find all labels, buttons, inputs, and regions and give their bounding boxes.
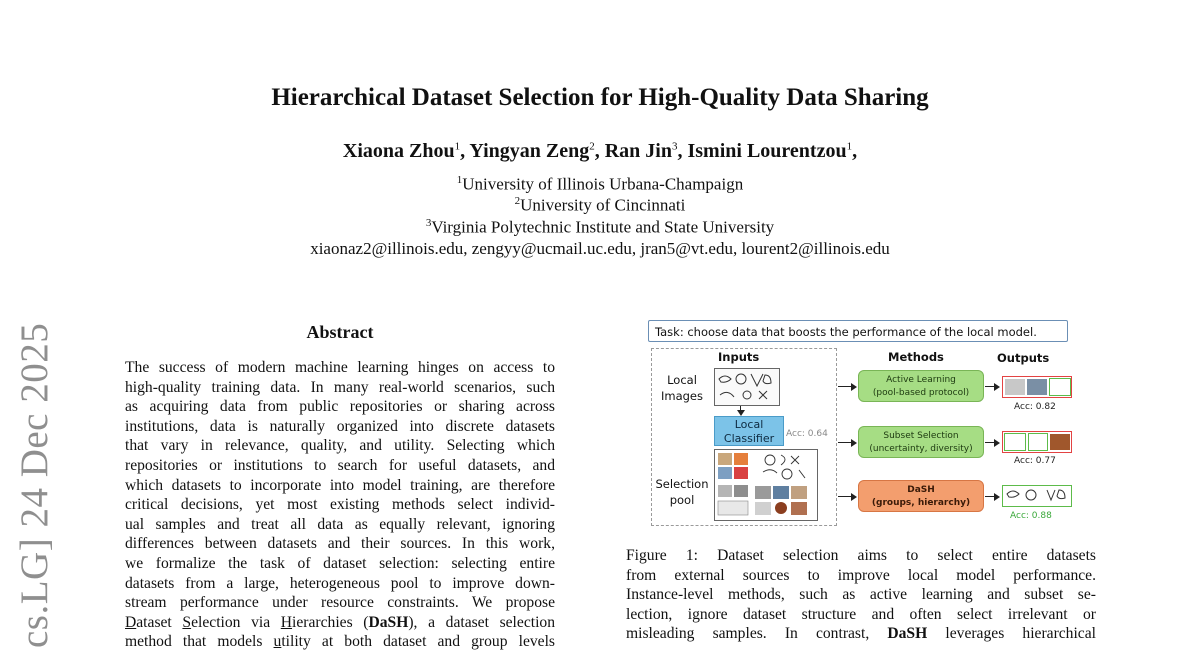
abstract-text xyxy=(125,358,555,652)
method-subset-selection: Subset Selection (uncertainty, diversity) xyxy=(858,426,984,458)
output-thumbnail xyxy=(1004,433,1026,451)
abstract-line: we formalize the task of dataset selection: selecting entire xyxy=(125,554,555,572)
paper-title: Hierarchical Dataset Selection for High-Quality Data Sharing xyxy=(271,84,929,111)
sketch-images-icon xyxy=(1003,486,1069,504)
abstract-line: The success of modern machine learning hinges on access to xyxy=(125,359,555,376)
local-classifier-box: Local Classifier xyxy=(714,416,784,446)
output-active-learning xyxy=(1002,376,1072,398)
arrow-line xyxy=(838,386,852,387)
author-name: Ran Jin xyxy=(604,140,672,162)
methods-heading: Methods xyxy=(888,350,944,364)
task-box: Task: choose data that boosts the performance of the local model. xyxy=(648,320,1068,342)
caption-line: misleading samples. In contrast, DaSH leverages hierarchical xyxy=(626,625,1096,643)
output-thumbnail xyxy=(1028,433,1048,451)
method-active-learning: Active Learning (pool-based protocol) xyxy=(858,370,984,402)
abstract-line: Dataset Selection via Hierarchies (DaSH), a dataset selection xyxy=(125,613,555,631)
figure-1-diagram xyxy=(648,318,1076,530)
caption-line: lection, ignore dataset structure and often select irrelevant or xyxy=(626,605,1096,623)
output-accuracy: Acc: 0.77 xyxy=(1014,456,1056,466)
abstract-line: high-quality training data. In many real-world scenarios, such xyxy=(125,378,555,396)
inputs-heading: Inputs xyxy=(718,350,760,364)
abstract-line: method that models utility at both dataset and group levels xyxy=(125,633,556,651)
dash-term: DaSH xyxy=(368,613,409,631)
output-subset-selection xyxy=(1002,431,1072,453)
arrow-head xyxy=(851,439,857,447)
author-name: Ismini Lourentzou xyxy=(687,140,847,162)
arxiv-identifier: cs.LG] 24 Dec 2025 xyxy=(13,322,56,648)
author-emails: xiaonaz2@illinois.edu, zengyy@ucmail.uc.edu, jran5@vt.edu, lourent2@illinois.edu xyxy=(310,239,890,258)
author-name: Yingyan Zeng xyxy=(469,140,590,162)
author-affiliation-mark: 1 xyxy=(454,140,461,153)
output-thumbnail xyxy=(1050,434,1070,450)
abstract-line: ual samples and treat all data as equally relevant, ignoring xyxy=(125,515,555,533)
selection-pool-box xyxy=(714,449,818,521)
output-thumbnail xyxy=(1049,378,1071,396)
abstract-line: which datasets to incorporate into model training, are therefore xyxy=(125,476,555,494)
output-dash xyxy=(1002,485,1072,507)
arrow-head xyxy=(851,493,857,501)
arrow-head xyxy=(994,493,1000,501)
author-affiliation-mark: 3 xyxy=(671,140,678,153)
abstract-line: critical decisions, yet most existing methods select individ- xyxy=(125,496,555,514)
output-thumbnail xyxy=(1005,379,1025,395)
arrow-line xyxy=(838,442,852,443)
outputs-heading: Outputs xyxy=(997,351,1050,365)
figure-1-caption xyxy=(626,546,1096,644)
abstract-line: that vary in relevance, quality, and utility. Selecting which xyxy=(125,437,555,455)
abstract-line: stream performance under resource constraints. We propose xyxy=(125,594,555,612)
caption-line: Instance-level methods, such as active learning and subset se- xyxy=(626,586,1096,604)
method-dash: DaSH (groups, hierarchy) xyxy=(858,480,984,512)
local-images-box xyxy=(714,368,780,406)
output-thumbnail xyxy=(1027,379,1047,395)
arrow-head xyxy=(994,383,1000,391)
author-list: Xiaona Zhou$^1$, Yingyan Zeng$^2$, Ran Jin$^3$, Ismini Lourentzou$^1$, xyxy=(342,140,858,162)
affiliation: $^1$University of Illinois Urbana-Champaign xyxy=(456,174,744,194)
sketch-images-icon xyxy=(715,369,778,404)
caption-line: Figure 1: Dataset selection aims to select entire datasets xyxy=(626,547,1096,564)
author-affiliation-mark: 1 xyxy=(846,140,853,153)
abstract-heading: Abstract xyxy=(306,322,374,342)
arrow-head xyxy=(994,439,1000,447)
selection-pool-label: Selection pool xyxy=(655,477,709,507)
classifier-accuracy: Acc: 0.64 xyxy=(786,429,828,439)
affiliation: $^2$University of Cincinnati xyxy=(514,195,686,215)
abstract-line: repositories or institutions to search for useful datasets, and xyxy=(125,456,555,474)
author-affiliation-mark: 2 xyxy=(589,140,595,153)
author-name: Xiaona Zhou xyxy=(342,140,455,162)
affiliation: $^3$Virginia Polytechnic Institute and State University xyxy=(425,217,775,237)
abstract-line: institutions, data is naturally organized into discrete datasets xyxy=(125,417,555,435)
abstract-line: as acquiring data from public repositories or sharing across xyxy=(125,398,555,416)
dash-term: DaSH xyxy=(887,625,928,643)
local-images-label: Local Images xyxy=(660,373,703,403)
abstract-line: differences between datasets and their sources. In this work, xyxy=(125,535,555,553)
caption-line: from external sources to improve local model performance. xyxy=(626,566,1096,584)
abstract-line: datasets from a large, heterogeneous pool to improve down- xyxy=(125,574,555,592)
output-accuracy: Acc: 0.88 xyxy=(1010,511,1052,521)
arrow-line xyxy=(838,496,852,497)
output-accuracy: Acc: 0.82 xyxy=(1014,402,1056,412)
pool-images-icon xyxy=(715,450,816,519)
arrow-head xyxy=(851,383,857,391)
